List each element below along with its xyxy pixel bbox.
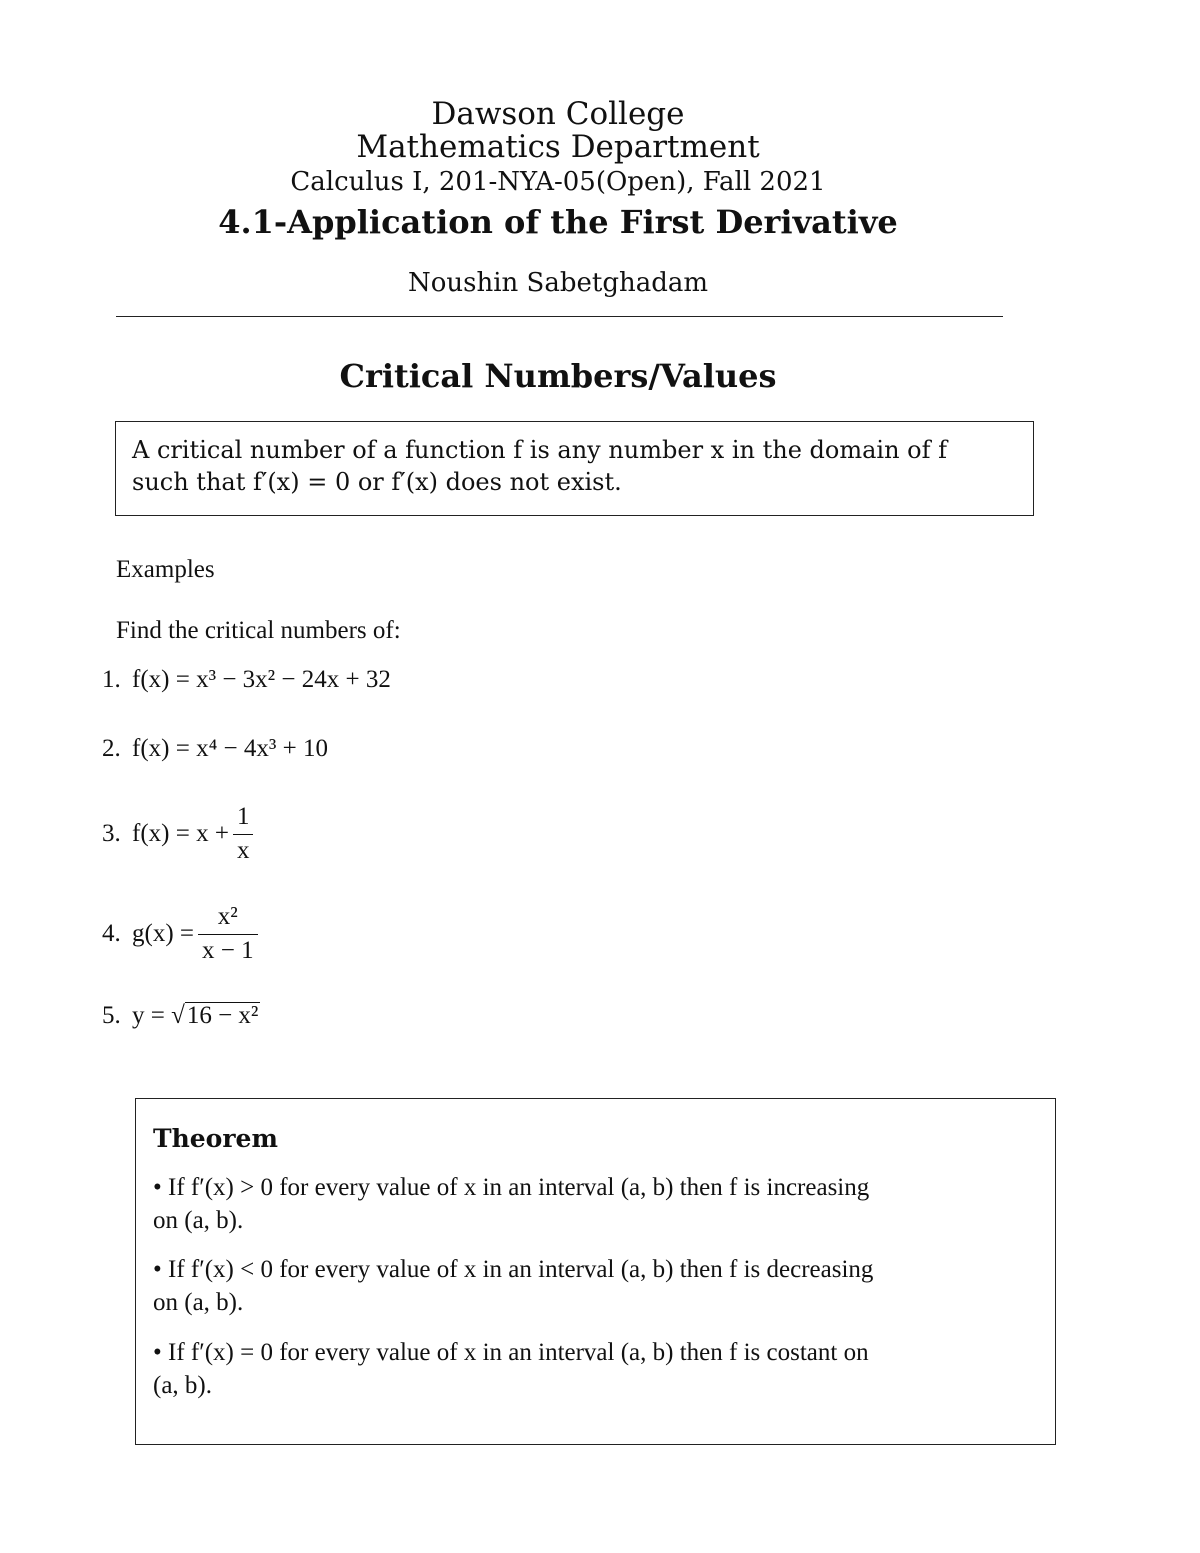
example-item-5 — [102, 1002, 260, 1030]
theorem-bullet-3-line-2: (a, b). — [153, 1372, 212, 1399]
example-item-4 — [102, 900, 262, 967]
fraction — [233, 800, 254, 867]
fraction-denominator: x − 1 — [198, 934, 258, 967]
theorem-bullet-2-line-1: • If f′(x) < 0 for every value of x in an interval (a, b) then f is decreasing — [153, 1256, 874, 1283]
examples-heading: Examples — [116, 556, 215, 583]
theorem-bullet-1-line-1: • If f′(x) > 0 for every value of x in an interval (a, b) then f is increasing — [153, 1174, 870, 1201]
theorem-box — [135, 1098, 1056, 1445]
theorem-bullet-2-line-2: on (a, b). — [153, 1289, 244, 1316]
theorem-bullet-1-line-2: on (a, b). — [153, 1207, 244, 1234]
examples-instruction: Find the critical numbers of: — [116, 617, 401, 644]
item-number: 5. — [102, 1002, 121, 1029]
author-name: Noushin Sabetghadam — [407, 268, 709, 298]
fraction-denominator: x — [233, 834, 254, 867]
item-expression: x⁴ − 4x³ + 10 — [196, 735, 328, 762]
fraction-numerator: 1 — [236, 803, 250, 830]
college-name: Dawson College — [431, 96, 685, 132]
item-lhs: f(x) = — [132, 735, 197, 762]
definition-line-2: such that f′(x) = 0 or f′(x) does not exist. — [132, 468, 622, 496]
item-lhs: f(x) = — [132, 666, 197, 693]
course-info: Calculus I, 201-NYA-05(Open), Fall 2021 — [290, 167, 826, 197]
document-title: 4.1-Application of the First Derivative — [218, 203, 898, 241]
fraction-numerator: x² — [217, 903, 238, 930]
department-name: Mathematics Department — [356, 129, 760, 165]
example-item-3 — [102, 800, 257, 867]
theorem-bullet-3-line-1: • If f′(x) = 0 for every value of x in an interval (a, b) then f is costant on — [153, 1339, 869, 1366]
theorem-title: Theorem — [153, 1124, 278, 1153]
item-number: 1. — [102, 666, 121, 693]
item-number: 2. — [102, 735, 121, 762]
item-lhs: f(x) = x + — [132, 819, 229, 847]
item-lhs: g(x) = — [132, 919, 194, 947]
item-lhs: y = √ — [132, 1002, 185, 1029]
title-divider — [116, 316, 1003, 317]
item-number: 3. — [102, 819, 121, 847]
example-item-1 — [102, 666, 391, 694]
fraction — [198, 900, 258, 967]
example-item-2 — [102, 735, 328, 763]
item-expression: x³ − 3x² − 24x + 32 — [196, 666, 391, 693]
definition-line-1: A critical number of a function f is any number x in the domain of f — [132, 436, 948, 464]
definition-box — [115, 421, 1034, 516]
item-number: 4. — [102, 919, 121, 947]
section-title: Critical Numbers/Values — [339, 357, 777, 395]
square-root-radicand: 16 − x² — [186, 1002, 259, 1029]
